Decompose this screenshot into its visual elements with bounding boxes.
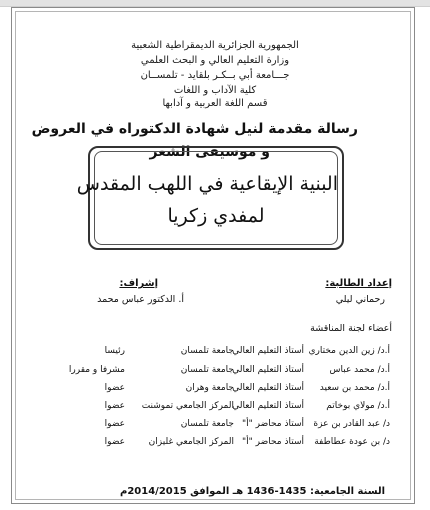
committee-row [0,346,430,360]
title-frame-inner [76,151,338,245]
member-role: عضوا [104,383,125,393]
member-rank: أستاذ التعليم العالي [232,365,304,375]
committee-row [0,365,430,379]
member-institution: جامعة تلمسان [180,346,234,356]
thesis-purpose-line2: و موسيقى الشعر [149,144,270,160]
member-rank: أستاذ التعليم العالي [232,383,304,393]
member-name: أ.د/ مولاي بوخاتم [326,401,390,411]
student-name: رحماني ليلي [335,294,385,305]
committee-row [0,437,430,451]
member-role: عضوا [104,437,125,447]
member-role: عضوا [104,419,125,429]
member-name: د/ عبد القادر بن عزة [313,419,390,429]
header-ministry: وزارة التعليم العالي و البحث العلمي [140,55,290,66]
committee-row [0,419,430,433]
academic-year: السنة الجامعية: 1435-1436 هـ الموافق 2014/2015م [120,486,386,497]
member-rank: أستاذ التعليم العالي [232,401,304,411]
member-rank: أستاذ التعليم العالي [232,346,304,356]
thesis-title-line2: لمفدي زكريا [167,205,265,227]
member-name: أ.د/ محمد بن سعيد [319,383,390,393]
member-name: أ.د/ محمد عباس [329,365,390,375]
student-label: إعداد الطالبة: [325,278,392,289]
thesis-purpose-line1: رسالة مقدمة لنيل شهادة الدكتوراه في العروض [31,121,358,137]
member-institution: جامعة تلمسان [180,419,234,429]
member-role: عضوا [104,401,125,411]
member-role: رئيسا [104,346,125,356]
member-name: أ.د/ زين الدين مختاري [308,346,390,356]
committee-row [0,401,430,415]
header-university: جـــامعة أبي بــكـر بلقايد - تلمســان [140,70,290,81]
committee-row [0,383,430,397]
header-republic: الجمهورية الجزائرية الديمقراطية الشعبية [131,40,299,51]
member-role: مشرفا و مقررا [68,365,125,375]
header-faculty: كلية الآداب و اللغات [173,85,257,96]
thesis-title-line1: البنية الإيقاعية في اللهب المقدس [76,173,338,195]
header-department: قسم اللغة العربية و آدابها [162,98,268,109]
committee-label: أعضاء لجنة المناقشة [310,323,392,334]
member-institution: المركز الجامعي غليزان [148,437,234,447]
member-rank: أستاذ محاضر "أ" [242,437,304,447]
member-institution: جامعة تلمسان [180,365,234,375]
supervisor-name: أ. الدكتور عباس محمد [97,294,184,305]
member-name: د/ بن عودة عطاطفة [314,437,390,447]
member-institution: المركز الجامعي تموشنت [141,401,234,411]
window-top-bar [0,0,430,7]
member-institution: جامعة وهران [185,383,234,393]
member-rank: أستاذ محاضر "أ" [242,419,304,429]
supervisor-label: إشراف: [119,278,158,289]
